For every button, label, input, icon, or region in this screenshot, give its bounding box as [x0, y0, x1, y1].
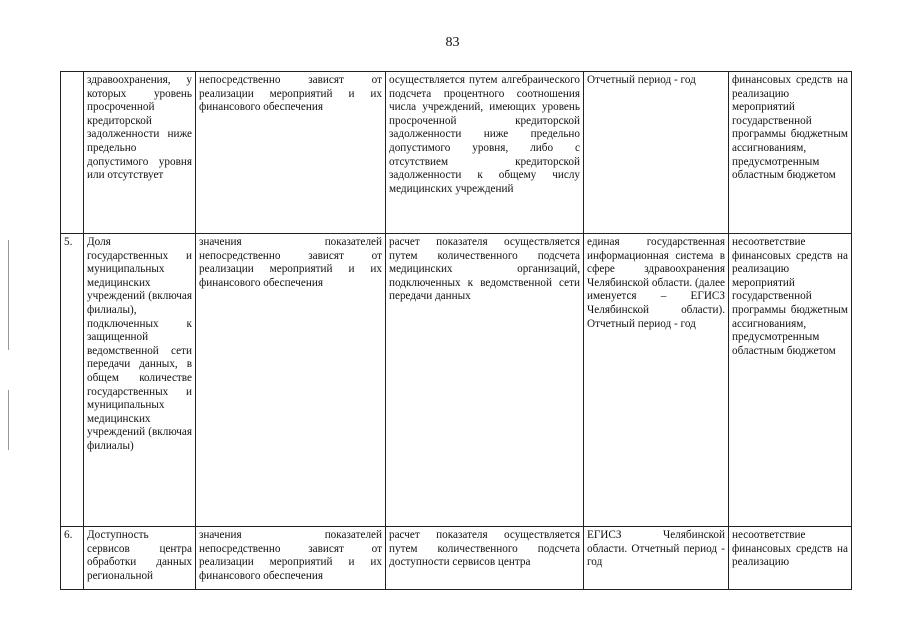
source-cell: Отчетный период - год — [584, 72, 729, 234]
margin-mark — [8, 240, 9, 350]
table-row — [61, 527, 852, 590]
method-cell: расчет показателя осуществляется путем количественного подсчета доступности сервисов центра — [386, 527, 584, 590]
margin-mark — [8, 390, 9, 450]
dependency-cell: непосредственно зависят от реализации мероприятий и их финансового обеспечения — [196, 72, 386, 234]
indicator-cell: здравоохранения, у которых уровень просроченной кредиторской задолженности ниже предельно допустимого уровня или отсутствует — [84, 72, 196, 234]
source-cell: ЕГИСЗ Челябинской области. Отчетный период - год — [584, 527, 729, 590]
dependency-cell: значения показателей непосредственно зависят от реализации мероприятий и их финансового обеспечения — [196, 527, 386, 590]
method-cell: осуществляется путем алгебраического подсчета процентного соотношения числа учреждений, имеющих уровень просроченной кредиторской задолженности ниже предельно допустимого уровня, либо с отсутствием кредиторской задолженности к общему числу медицинских учреждений — [386, 72, 584, 234]
dependency-cell: значения показателей непосредственно зависят от реализации мероприятий и их финансового обеспечения — [196, 234, 386, 527]
table-row — [61, 72, 852, 234]
method-cell: расчет показателя осуществляется путем количественного подсчета медицинских организаций, подключенных к ведомственной сети передачи данных — [386, 234, 584, 527]
row-number: 5. — [61, 234, 84, 527]
source-cell: единая государственная информационная система в сфере здравоохранения Челябинской области. (далее именуется – ЕГИСЗ Челябинской области). Отчетный период - год — [584, 234, 729, 527]
indicator-cell: Доступность сервисов центра обработки данных региональной — [84, 527, 196, 590]
reason-cell: несоответствие финансовых средств на реализацию — [729, 527, 852, 590]
reason-cell: несоответствие финансовых средств на реализацию мероприятий государственной программы бюджетным ассигнованиям, предусмотренным областным бюджетом — [729, 234, 852, 527]
table-row — [61, 234, 852, 527]
row-number: 6. — [61, 527, 84, 590]
page-number: 83 — [445, 35, 460, 50]
row-number — [61, 72, 84, 234]
reason-cell: финансовых средств на реализацию мероприятий государственной программы бюджетным ассигнованиям, предусмотренным областным бюджетом — [729, 72, 852, 234]
indicators-table — [60, 71, 852, 590]
indicator-cell: Доля государственных и муниципальных медицинских учреждений (включая филиалы), подключенных к защищенной ведомственной сети передачи данных, в общем количестве государственных и муниципальных медицинских учреждений (включая филиалы) — [84, 234, 196, 527]
